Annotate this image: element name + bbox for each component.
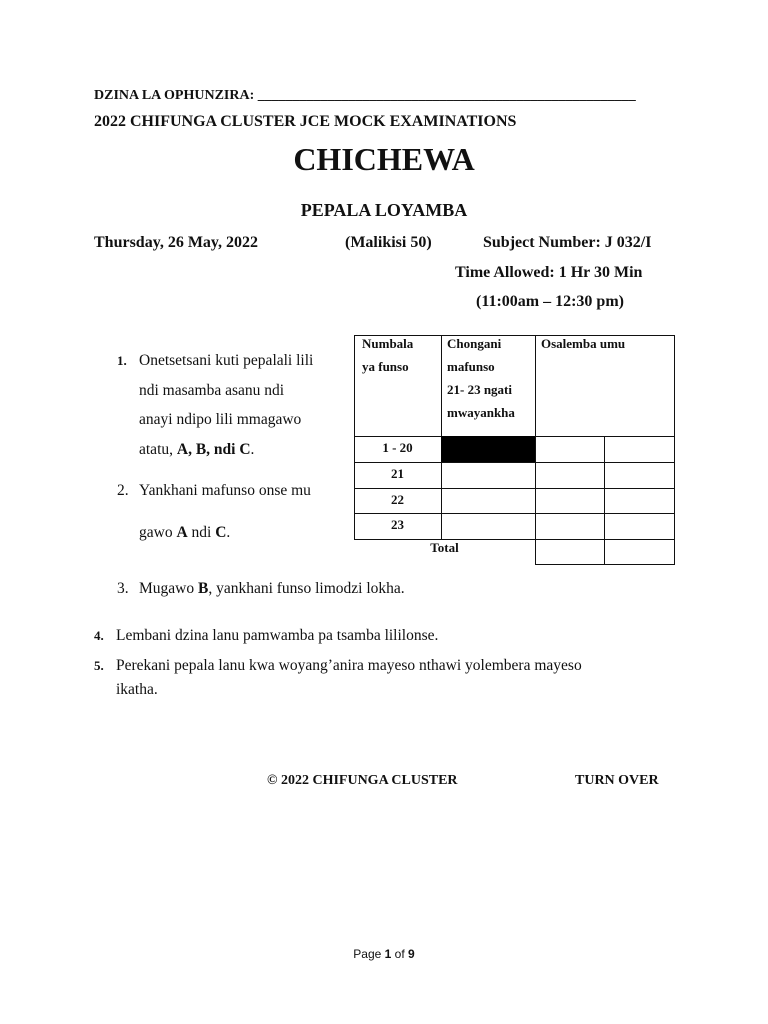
instruction-line xyxy=(139,574,405,604)
instruction-bold-section: C xyxy=(215,524,227,541)
cluster-title: 2022 CHIFUNGA CLUSTER JCE MOCK EXAMINATIONS xyxy=(94,113,517,130)
header-line: Chongani xyxy=(447,336,502,351)
instruction-number: 2. xyxy=(117,482,129,499)
header-do-not-write xyxy=(541,332,625,355)
header-line: mafunso xyxy=(447,359,495,374)
score-table xyxy=(354,335,675,565)
page-prefix: Page xyxy=(353,947,385,961)
instruction-number: 3. xyxy=(117,580,129,597)
header-line: 21- 23 ngati xyxy=(447,382,512,397)
shaded-cell xyxy=(441,436,535,462)
instruction-text-segment: atatu, xyxy=(139,440,177,458)
instruction-text-segment: ndi xyxy=(187,524,216,541)
row-label: 21 xyxy=(391,466,404,481)
subject-title: CHICHEWA xyxy=(293,141,475,177)
exam-date: Thursday, 26 May, 2022 xyxy=(94,234,259,251)
instruction-text-segment: Mugawo xyxy=(139,580,198,597)
table-col-line xyxy=(604,436,605,565)
instruction-number: 5. xyxy=(94,658,104,673)
header-tick-questions xyxy=(447,332,515,424)
row-label: 23 xyxy=(391,517,404,532)
instruction-line: Lembani dzina lanu pamwamba pa tsamba lililonse. xyxy=(116,627,439,644)
instruction-line xyxy=(139,435,313,465)
instruction-bold-section: A xyxy=(176,524,188,541)
student-name-line: DZINA LA OPHUNZIRA: ______________________________________________________ xyxy=(94,88,636,103)
time-range: (11:00am – 12:30 pm) xyxy=(476,293,624,310)
header-line: mwayankha xyxy=(447,405,515,420)
instruction-text xyxy=(139,346,313,464)
header-question-number xyxy=(362,332,413,378)
header-line: Osalemba umu xyxy=(541,336,626,351)
instruction-5-line-2: ikatha. xyxy=(116,681,158,698)
page-current: 1 xyxy=(384,947,392,961)
instruction-line: anayi ndipo lili mmagawo xyxy=(139,411,302,428)
instruction-text-segment: gawo xyxy=(139,524,177,541)
subject-number: Subject Number: J 032/I xyxy=(483,234,652,251)
total-label: Total xyxy=(430,540,459,555)
page-number xyxy=(0,947,768,961)
table-border xyxy=(535,564,675,565)
instruction-number: 1. xyxy=(117,353,127,368)
row-label: 22 xyxy=(391,492,404,507)
instruction-line: Yankhani mafunso onse mu xyxy=(139,482,311,499)
instruction-bold-section: B xyxy=(197,580,209,597)
instruction-text-segment: . xyxy=(250,440,255,458)
instruction-text-segment: . xyxy=(226,524,231,541)
header-line: ya funso xyxy=(362,359,409,374)
copyright: © 2022 CHIFUNGA CLUSTER xyxy=(267,773,458,788)
instruction-line: Onetsetsani kuti pepalali lili xyxy=(139,352,314,369)
paper-title: PEPALA LOYAMBA xyxy=(300,200,468,220)
instruction-2-line-2 xyxy=(139,524,230,542)
instruction-number: 4. xyxy=(94,628,104,643)
table-border xyxy=(674,335,675,565)
instruction-line: ndi masamba asanu ndi xyxy=(139,381,285,399)
total-marks: (Malikisi 50) xyxy=(345,234,432,251)
header-line: Numbala xyxy=(362,336,414,351)
instruction-text-segment: , yankhani funso limodzi lokha. xyxy=(208,580,405,597)
table-col-line xyxy=(535,335,536,565)
table-border xyxy=(535,539,675,540)
turn-over: TURN OVER xyxy=(575,773,659,788)
row-label: 1 - 20 xyxy=(382,440,413,455)
page-total: 9 xyxy=(408,947,415,961)
instruction-line: Perekani pepala lanu kwa woyang’anira mayeso nthawi yolembera mayeso xyxy=(116,657,582,674)
time-allowed: Time Allowed: 1 Hr 30 Min xyxy=(455,264,643,281)
page-of: of xyxy=(391,947,409,961)
instruction-bold-sections: A, B, ndi C xyxy=(176,440,251,458)
